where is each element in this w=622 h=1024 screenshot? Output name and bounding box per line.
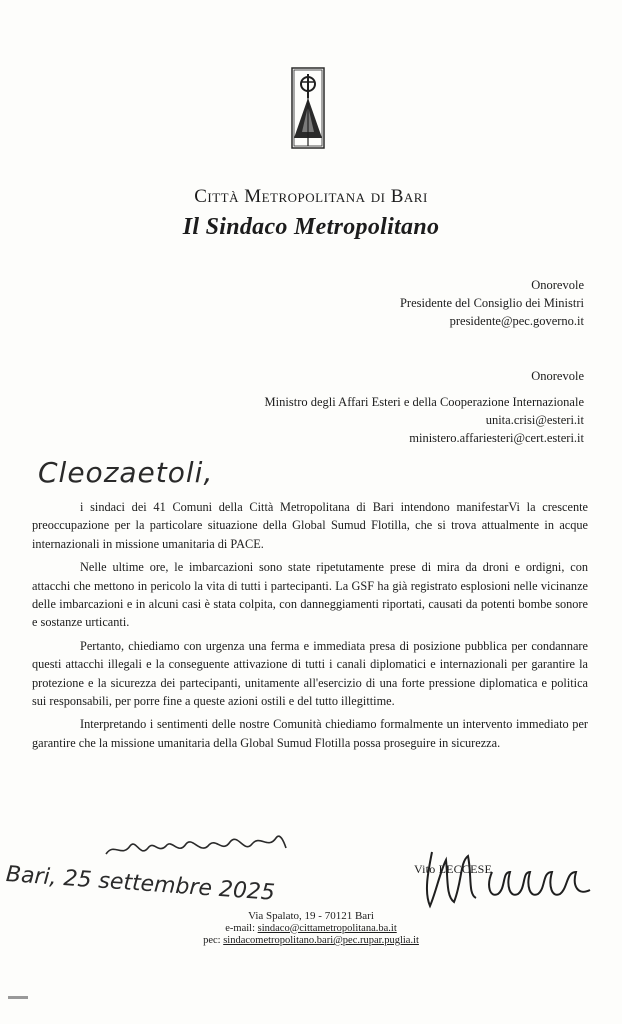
handwritten-signature <box>402 842 602 912</box>
footer-pec-line: pec: sindacometropolitano.bari@pec.rupar.puglia.it <box>203 935 419 946</box>
recipient-role: Presidente del Consiglio dei Ministri <box>399 296 584 310</box>
body-paragraph: Pertanto, chiediamo con urgenza una ferma e immediata presa di posizione pubblica per condannare questi attacchi illegali e la conseguente attivazione di tutti i canali diplomatici e internazionali per garantire la protezione e la sicurezza dei partecipanti, unitamente all'esercizio di una forte pressione diplomatica e politica sui responsabili, per porre fine a queste azioni ostili e del tutto illegittime. <box>32 638 588 709</box>
recipient-role: Ministro degli Affari Esteri e della Cooperazione Internazionale <box>264 395 584 409</box>
body-paragraph: Nelle ultime ore, le imbarcazioni sono state ripetutamente prese di mira da droni e ordigni, con attacchi che mettono in pericolo la vita di tutti i partecipanti. La GSF ha già registrato esplosioni nelle vicinanze delle imbarcazioni e in alcuni casi è stata colpita, con danneggiamenti riportati, causati da potenti bombe sonore e sostanze urticanti. <box>32 560 588 630</box>
signatory-name: Vito LECCESE <box>414 862 493 876</box>
recipient-email: unita.crisi@esteri.it <box>485 413 584 427</box>
footer-email-line: e-mail: sindaco@cittametropolitana.ba.it <box>225 922 397 934</box>
letterhead-office: Il Sindaco Metropolitano <box>182 214 440 240</box>
recipient-block-foreign-minister <box>265 367 584 447</box>
letter-body <box>32 498 588 757</box>
body-paragraph: Interpretando i sentimenti delle nostre Comunità chiediamo formalmente un intervento immediato per garantire che la missione umanitaria della Global Sumud Flotilla possa proseguire in sicurezza. <box>32 717 588 750</box>
page-corner-mark <box>8 996 28 999</box>
handwritten-place-date: Bari, 25 settembre 2025 <box>5 862 276 906</box>
footer-address: Via Spalato, 19 - 70121 Bari <box>248 910 374 922</box>
body-paragraph: i sindaci dei 41 Comuni della Città Metropolitana di Bari intendono manifestarVi la crescente preoccupazione per la particolare situazione della Global Sumud Flotilla, che si trova attualmente in acque internazionali in missione umanitaria di PACE. <box>32 500 588 551</box>
city-emblem-logo <box>272 62 344 154</box>
handwritten-scrawl <box>100 824 290 868</box>
footer-email-link[interactable]: sindaco@cittametropolitana.ba.it <box>257 922 397 934</box>
recipient-email: ministero.affariesteri@cert.esteri.it <box>409 431 584 445</box>
recipient-email: presidente@pec.governo.it <box>449 314 584 328</box>
footer-pec-link[interactable]: sindacometropolitano.bari@pec.rupar.puglia.it <box>223 935 419 946</box>
recipient-block-premier <box>400 276 584 330</box>
recipient-title: Onorevole <box>531 278 584 292</box>
letter-footer <box>0 910 622 948</box>
recipient-title: Onorevole <box>531 369 584 383</box>
letterhead-city: Città Metropolitana di Bari <box>194 186 428 207</box>
handwritten-salutation: Cleozaetoli, <box>38 456 214 489</box>
